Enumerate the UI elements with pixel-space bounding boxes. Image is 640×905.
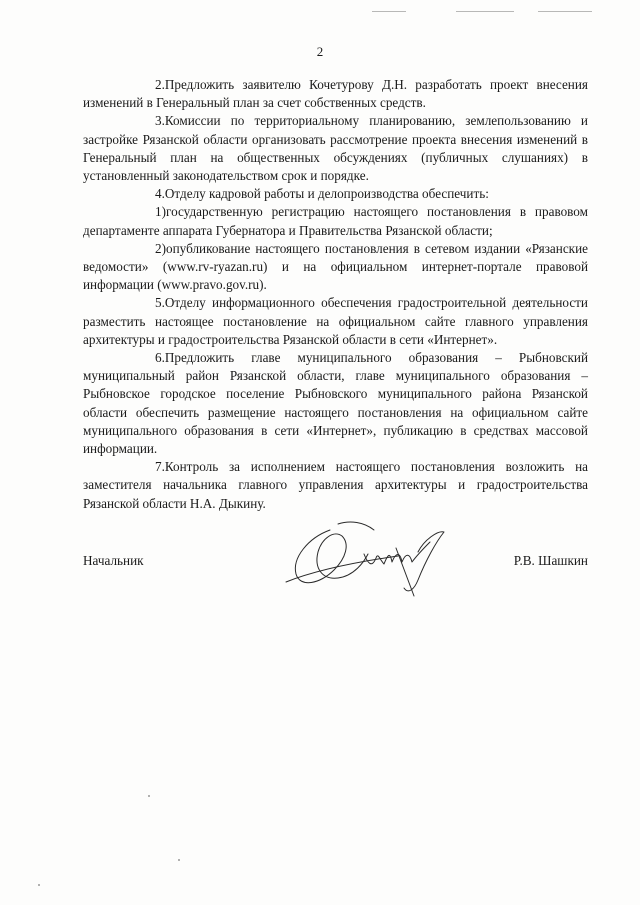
- paragraph-text: Предложить заявителю Кочетурову Д.Н. разработать проект внесения изменений в Генеральный план за счет собственных средств.: [83, 77, 588, 111]
- scan-speck: [178, 859, 180, 861]
- signature-block: [83, 553, 588, 573]
- paragraph-number: 2): [155, 240, 166, 256]
- paragraph-text: Контроль за исполнением настоящего постановления возложить на заместителя начальника главного управления архитектуры и градостроительства Рязанской области Н.А. Дыкину.: [83, 459, 588, 511]
- scan-speck: [38, 884, 40, 886]
- paragraph-number: 3.: [155, 113, 165, 129]
- signatory-name: Р.В. Шашкин: [513, 553, 588, 568]
- paragraph-number: 2.: [155, 77, 165, 92]
- paragraph-2: [83, 76, 588, 112]
- paragraph-number: 6.: [155, 350, 165, 366]
- paragraph-6: [83, 349, 588, 458]
- paragraph-3: [83, 112, 588, 185]
- paragraph-text: Отделу кадровой работы и делопроизводства обеспечить:: [164, 186, 489, 202]
- paragraph-number: 4.: [155, 186, 165, 202]
- scan-rule-mark: [456, 11, 514, 12]
- paragraph-4-item-1: [83, 203, 588, 239]
- paragraph-4-item-2: [83, 240, 588, 295]
- paragraph-number: 1): [155, 204, 166, 220]
- paragraph-text: государственную регистрацию настоящего постановления в правовом департаменте аппарата Губернатора и Правительства Рязанской области;: [83, 204, 588, 238]
- paragraph-text: Комиссии по территориальному планированию, землепользованию и застройке Рязанской области организовать рассмотрение проекта внесения изменений в Генеральный план на общественных обсуждениях (публичных слушаниях) в установленный законодательством срок и порядке.: [83, 113, 588, 184]
- paragraph-number: 7.: [155, 459, 165, 475]
- scan-rule-mark: [538, 11, 592, 12]
- page-number: 2: [316, 44, 324, 59]
- scan-rule-mark: [372, 11, 406, 12]
- paragraph-text: опубликование настоящего постановления в сетевом издании «Рязанские ведомости» (www.rv-ryazan.ru) и на официальном интернет-портале правовой информации (www.pravo.gov.ru).: [83, 240, 588, 293]
- paragraph-number: 5.: [155, 295, 165, 311]
- scan-speck: [148, 795, 150, 797]
- paragraph-text: Предложить главе муниципального образования – Рыбновский муниципальный район Рязанской области, главе муниципального образования – Рыбновское городское поселение Рыбновского муниципального района Рязанской области обеспечить размещение настоящего постановления на официальном сайте муниципального образования в сети «Интернет», публикацию в средствах массовой информации.: [83, 350, 588, 457]
- paragraph-4: [83, 185, 588, 203]
- signatory-position: Начальник: [83, 553, 144, 568]
- document-body: [83, 76, 588, 513]
- paragraph-5: [83, 294, 588, 349]
- paragraph-text: Отделу информационного обеспечения градостроительной деятельности разместить настоящее постановление на официальном сайте главного управления архитектуры и градостроительства Рязанской области в сети «Интернет».: [83, 295, 588, 347]
- paragraph-7: [83, 458, 588, 513]
